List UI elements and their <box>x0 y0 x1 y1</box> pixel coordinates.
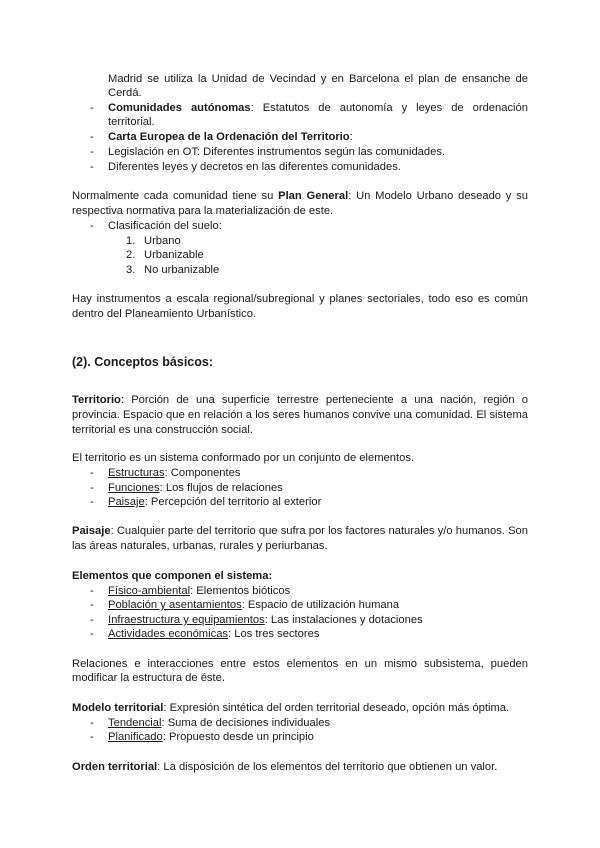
list-number: 2. <box>126 249 136 261</box>
list-item-fisico-ambiental: Físico-ambiental: Elementos bióticos <box>108 585 291 597</box>
paragraph-plan-general-line1: Normalmente cada comunidad tiene su Plan General: Un Modelo Urbano deseado y su <box>72 190 528 202</box>
list-item-actividades: Actividades económicas: Los tres sectores <box>108 628 320 640</box>
paragraph-sistema-intro: El territorio es un sistema conformado por un conjunto de elementos. <box>72 452 415 464</box>
bullet-dash: - <box>90 496 94 508</box>
bullet-dash: - <box>90 161 94 173</box>
paragraph-paisaje-line2: las áreas naturales, urbanas, rurales y periurbanas. <box>72 540 328 552</box>
list-item-paisaje: Paisaje: Percepción del territorio al exterior <box>108 496 322 508</box>
suelo-item-urbano: Urbano <box>144 235 181 247</box>
bullet-dash: - <box>90 102 94 114</box>
list-item-carta-europea: Carta Europea de la Ordenación del Territorio: <box>108 131 353 143</box>
list-item-leyes: Diferentes leyes y decretos en las diferentes comunidades. <box>108 161 401 173</box>
paragraph-relaciones-line2: modificar la estructura de éste. <box>72 672 225 684</box>
list-item-clasificacion-suelo: Clasificación del suelo: <box>108 220 222 232</box>
bullet-dash: - <box>90 731 94 743</box>
list-item-tendencial: Tendencial: Suma de decisiones individuales <box>108 717 331 729</box>
bullet-dash: - <box>90 599 94 611</box>
paragraph-territorio-line1: Territorio: Porción de una superficie terrestre perteneciente a una nación, región o <box>72 394 528 406</box>
suelo-item-no-urbanizable: No urbanizable <box>144 264 220 276</box>
suelo-item-urbanizable: Urbanizable <box>144 249 204 261</box>
bullet-dash: - <box>90 146 94 158</box>
paragraph-territorio-line2: provincia. Espacio que en relación a los seres humanos convive una comunidad. El sistema <box>72 409 528 421</box>
list-number: 3. <box>126 264 136 276</box>
bullet-dash: - <box>90 467 94 479</box>
list-item-estructuras: Estructuras: Componentes <box>108 467 241 479</box>
paragraph-plan-general-line2: respectiva normativa para la materialización de este. <box>72 205 334 217</box>
paragraph-instrumentos-line1: Hay instrumentos a escala regional/subregional y planes sectoriales, todo eso es común <box>72 293 528 305</box>
bullet-dash: - <box>90 131 94 143</box>
bullet-dash: - <box>90 220 94 232</box>
bullet-dash: - <box>90 717 94 729</box>
continuation-line-1: Madrid se utiliza la Unidad de Vecindad y en Barcelona el plan de ensanche de <box>108 73 528 85</box>
list-number: 1. <box>126 235 136 247</box>
list-item-infraestructura: Infraestructura y equipamientos: Las instalaciones y dotaciones <box>108 614 423 626</box>
continuation-line-2: Cerdá. <box>108 87 142 99</box>
paragraph-orden-territorial: Orden territorial: La disposición de los elementos del territorio que obtienen un valor. <box>72 761 498 773</box>
list-item-legislacion: Legislación en OT: Diferentes instrumentos según las comunidades. <box>108 146 446 158</box>
paragraph-relaciones-line1: Relaciones e interacciones entre estos elementos en un mismo subsistema, pueden <box>72 658 528 670</box>
paragraph-territorio-line3: territorial es una construcción social. <box>72 424 253 436</box>
list-item-comunidades-cont: territorial. <box>108 116 155 128</box>
paragraph-instrumentos-line2: dentro del Planeamiento Urbanístico. <box>72 308 257 320</box>
list-item-funciones: Funciones: Los flujos de relaciones <box>108 482 283 494</box>
bullet-dash: - <box>90 614 94 626</box>
elementos-heading: Elementos que componen el sistema: <box>72 570 273 582</box>
list-item-comunidades: Comunidades autónomas: Estatutos de autonomía y leyes de ordenación <box>108 102 528 114</box>
bullet-dash: - <box>90 585 94 597</box>
paragraph-paisaje-line1: Paisaje: Cualquier parte del territorio que sufra por los factores naturales y/o humanos. Son <box>72 525 528 537</box>
list-item-poblacion: Población y asentamientos: Espacio de utilización humana <box>108 599 400 611</box>
section-heading: (2). Conceptos básicos: <box>72 355 213 369</box>
list-item-planificado: Planificado: Propuesto desde un principio <box>108 731 314 743</box>
paragraph-modelo-territorial: Modelo territorial: Expresión sintética del orden territorial deseado, opción más óptima. <box>72 702 510 714</box>
bullet-dash: - <box>90 628 94 640</box>
bullet-dash: - <box>90 482 94 494</box>
